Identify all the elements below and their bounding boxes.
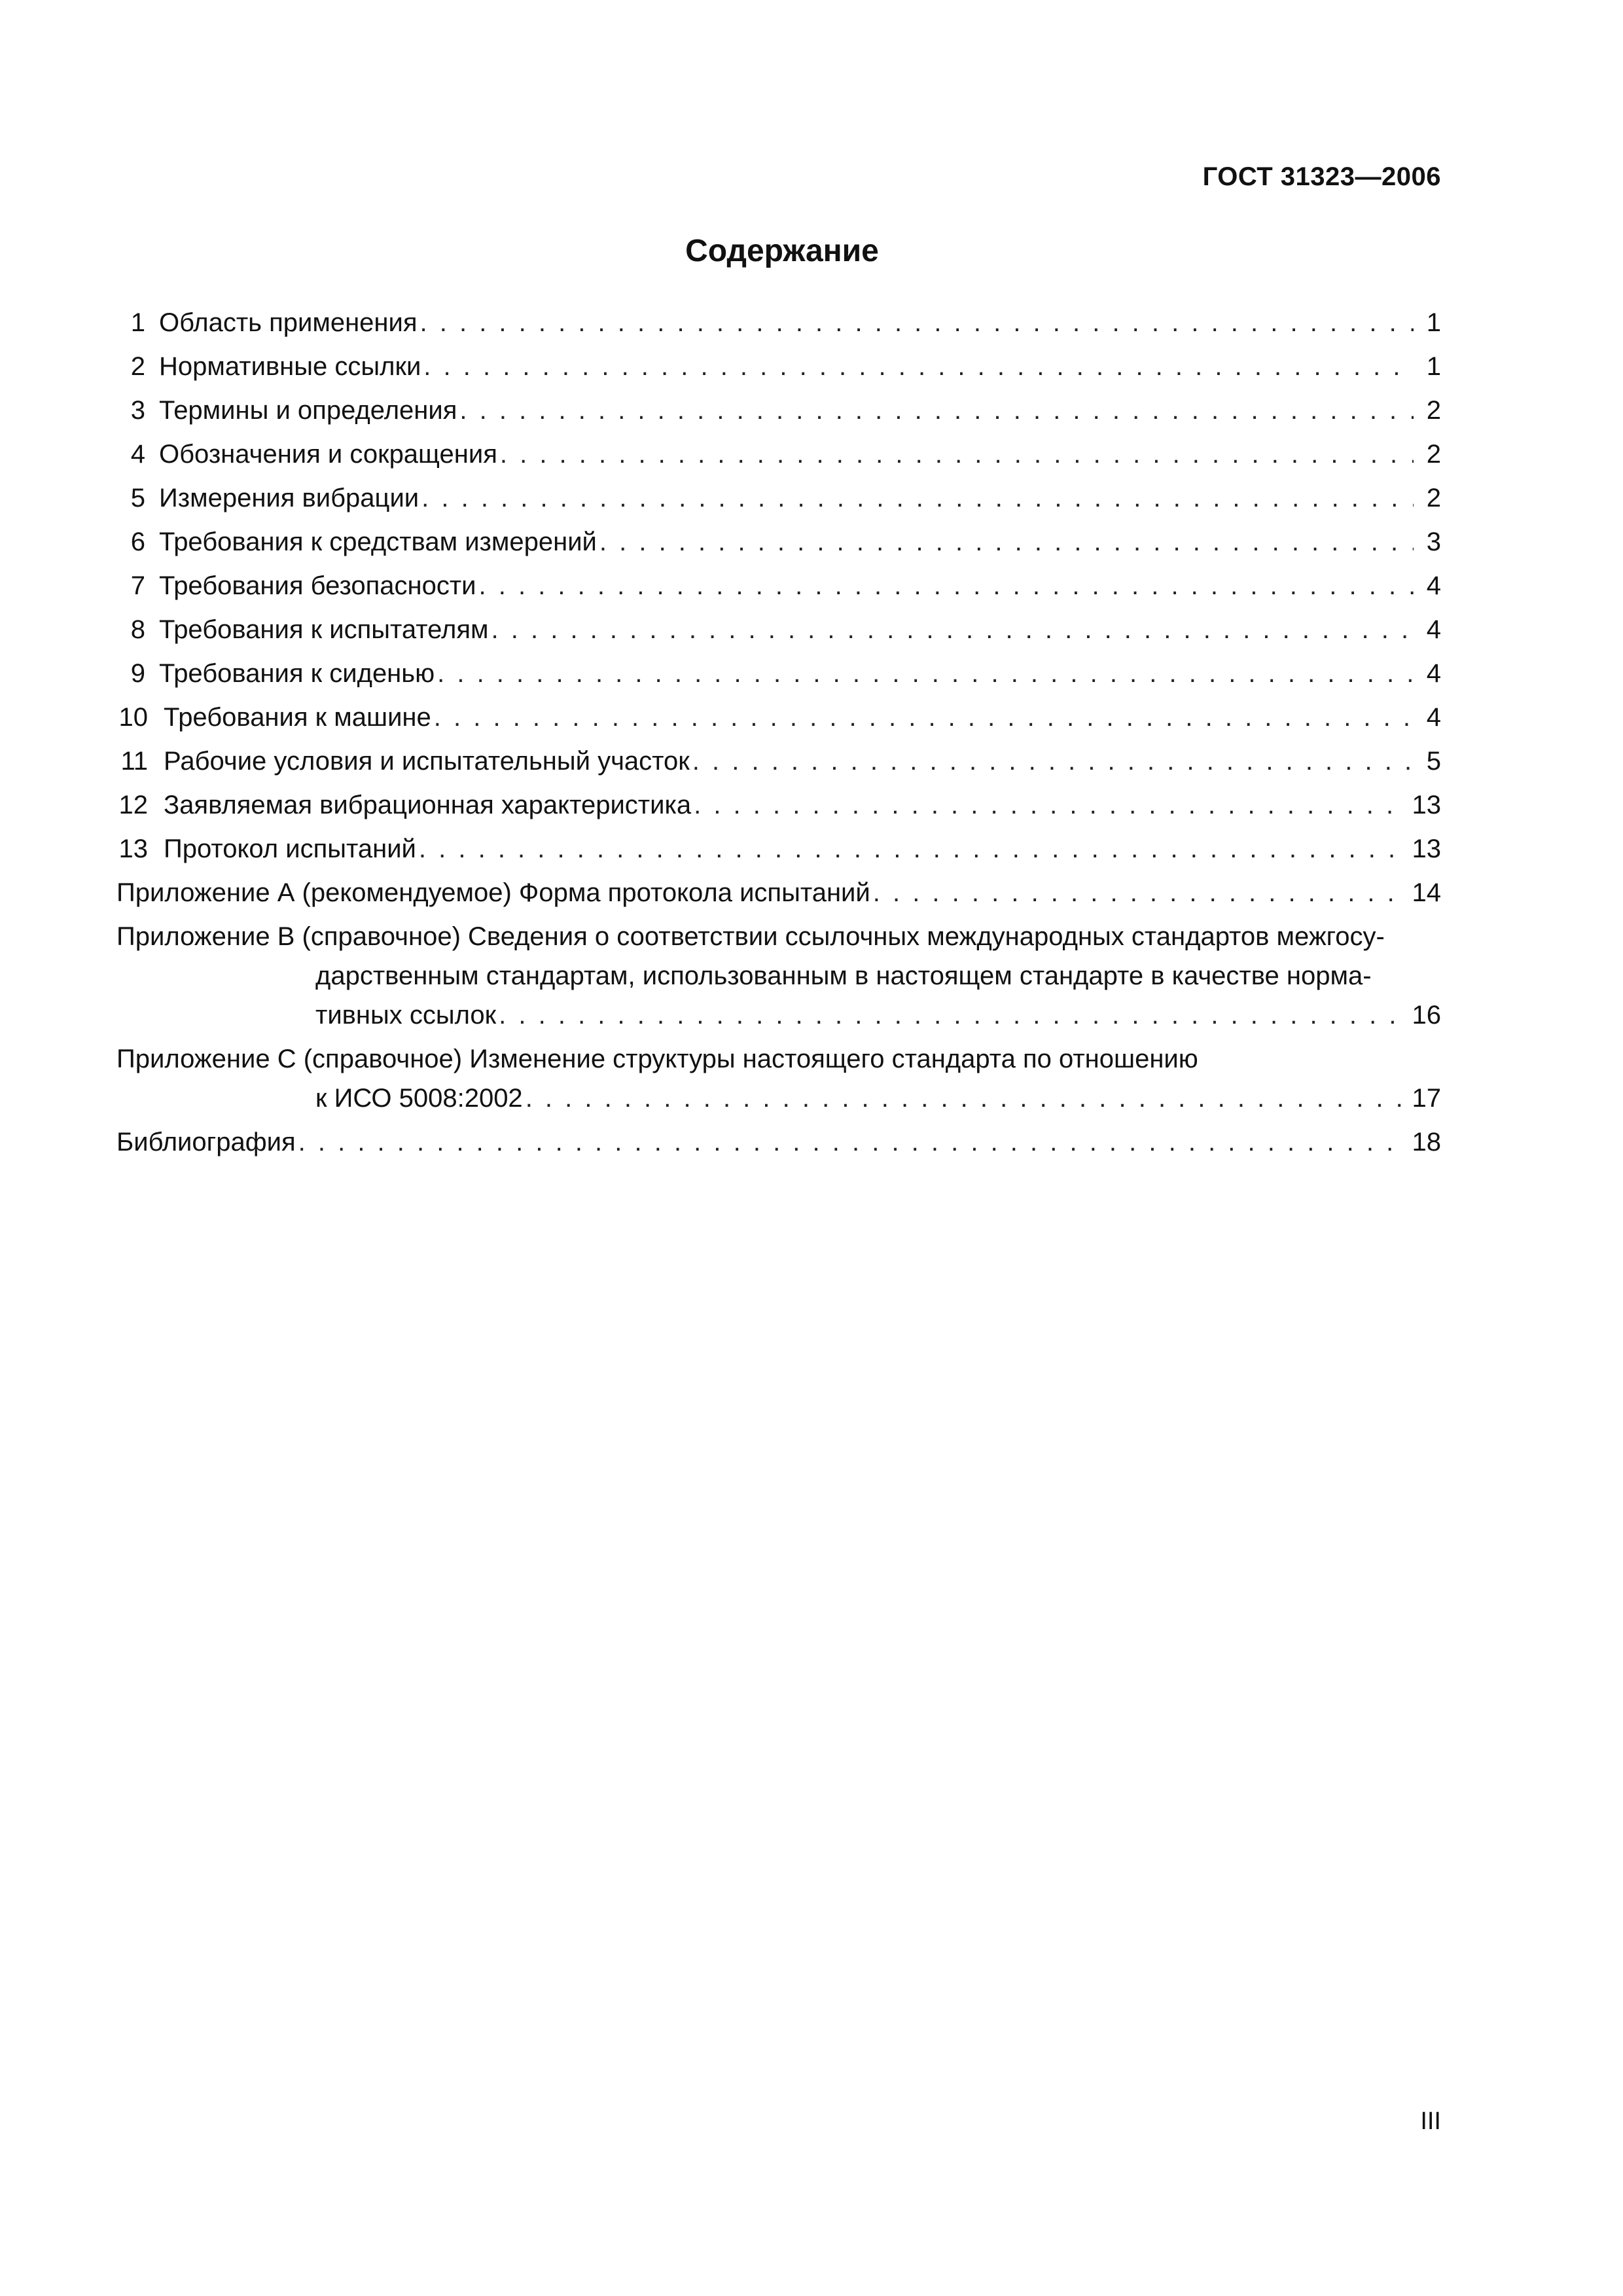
toc-entry[interactable]	[116, 740, 1441, 783]
toc-entry-page: 2	[1426, 396, 1441, 425]
toc-entry-page: 13	[1412, 834, 1441, 863]
toc-entry-text: Обозначения и сокращения	[159, 440, 497, 469]
dot-leader	[419, 827, 1403, 871]
toc-entry-text: Требования к сиденью	[159, 659, 435, 688]
dot-leader	[599, 520, 1414, 564]
toc-entry-text: Протокол испытаний	[164, 834, 416, 863]
toc-entry-text: Заявляемая вибрационная характеристика	[164, 791, 692, 819]
toc-entry-page: 4	[1426, 659, 1441, 688]
toc-entry[interactable]	[116, 827, 1441, 871]
dot-leader	[459, 389, 1414, 433]
toc-entry-text-line3: тивных ссылок	[315, 1001, 497, 1030]
toc-entry-annex-a[interactable]	[116, 871, 1441, 915]
page-number: III	[1420, 2108, 1441, 2135]
toc-entry-page: 2	[1426, 484, 1441, 512]
toc-entry-page: 1	[1426, 308, 1441, 337]
toc-entry-page: 2	[1426, 440, 1441, 469]
dot-leader	[437, 652, 1414, 696]
toc-entry-number: 4	[130, 440, 145, 469]
toc-entry-annex-b[interactable]	[116, 915, 1441, 1037]
toc-entry-text: Рабочие условия и испытательный участок	[164, 747, 690, 776]
toc-entry-page: 14	[1412, 878, 1441, 907]
toc-entry-number: 9	[130, 659, 145, 688]
toc-entry-text: Термины и определения	[159, 396, 457, 425]
toc-entry-text-line2: дарственным стандартам, использованным в настоящем стандарте в качестве норма-	[315, 961, 1372, 990]
toc-entry-number: 10	[118, 703, 148, 732]
toc-entry[interactable]	[116, 783, 1441, 827]
dot-leader	[434, 696, 1414, 740]
toc-entry-page: 13	[1412, 791, 1441, 819]
dot-leader	[421, 476, 1414, 520]
toc-entry-number: 2	[130, 352, 145, 381]
toc-entry-number: 8	[130, 615, 145, 644]
dot-leader	[500, 433, 1414, 476]
dot-leader	[298, 1121, 1403, 1164]
toc-entry-page: 18	[1412, 1128, 1441, 1157]
toc-entry-text: Требования безопасности	[159, 571, 476, 600]
toc-entry-text: Требования к испытателям	[159, 615, 489, 644]
toc-entry-number: 13	[118, 834, 148, 863]
dot-leader	[491, 608, 1414, 652]
dot-leader	[479, 564, 1414, 608]
toc-entry-number: 6	[130, 528, 145, 556]
toc-entry[interactable]	[116, 389, 1441, 433]
toc-entry-text-line1: Приложение В (справочное) Сведения о соответствии ссылочных международных стандартов межгосу-	[116, 922, 1385, 951]
toc-entry[interactable]	[116, 345, 1441, 389]
dot-leader	[423, 345, 1414, 389]
toc-entry-text: Область применения	[159, 308, 418, 337]
document-number: ГОСТ 31323—2006	[1202, 162, 1441, 191]
dot-leader	[694, 783, 1402, 827]
dot-leader	[692, 740, 1414, 783]
dot-leader	[526, 1077, 1403, 1121]
toc-entry-text: Нормативные ссылки	[159, 352, 421, 381]
toc-entry-page: 4	[1426, 615, 1441, 644]
toc-entry-number: 3	[130, 396, 145, 425]
toc-entry-text: Библиография	[116, 1128, 296, 1157]
toc-title: Содержание	[685, 234, 879, 268]
toc-entry-page: 1	[1426, 352, 1441, 381]
toc-entry-number: 12	[118, 791, 148, 819]
dot-leader	[873, 871, 1403, 915]
toc-entry[interactable]	[116, 608, 1441, 652]
toc-entry[interactable]	[116, 520, 1441, 564]
dot-leader	[420, 301, 1414, 345]
toc-entry[interactable]	[116, 696, 1441, 740]
toc-entry-text: Требования к машине	[164, 703, 431, 732]
toc-entry-text: Приложение А (рекомендуемое) Форма протокола испытаний	[116, 878, 870, 907]
toc-entry-number: 7	[130, 571, 145, 600]
toc-entry-page: 3	[1426, 528, 1441, 556]
toc-entry[interactable]	[116, 433, 1441, 476]
toc-entry-page: 17	[1412, 1084, 1441, 1113]
toc-entry-annex-c[interactable]	[116, 1037, 1441, 1121]
toc-entry-text-line2: к ИСО 5008:2002	[315, 1084, 523, 1113]
toc-entry-bibliography[interactable]	[116, 1121, 1441, 1164]
toc-entry-text-line1: Приложение С (справочное) Изменение структуры настоящего стандарта по отношению	[116, 1045, 1198, 1073]
toc-entry-text: Измерения вибрации	[159, 484, 419, 512]
toc-entry[interactable]	[116, 476, 1441, 520]
table-of-contents	[116, 301, 1441, 1164]
toc-entry-text: Требования к средствам измерений	[159, 528, 597, 556]
toc-entry[interactable]	[116, 301, 1441, 345]
toc-entry-page: 4	[1426, 703, 1441, 732]
toc-entry-page: 4	[1426, 571, 1441, 600]
toc-entry[interactable]	[116, 652, 1441, 696]
dot-leader	[499, 994, 1402, 1037]
toc-entry-page: 5	[1426, 747, 1441, 776]
toc-entry[interactable]	[116, 564, 1441, 608]
toc-entry-page: 16	[1412, 1001, 1441, 1030]
toc-entry-number: 5	[130, 484, 145, 512]
toc-entry-number: 11	[120, 747, 148, 776]
toc-entry-number: 1	[130, 308, 145, 337]
